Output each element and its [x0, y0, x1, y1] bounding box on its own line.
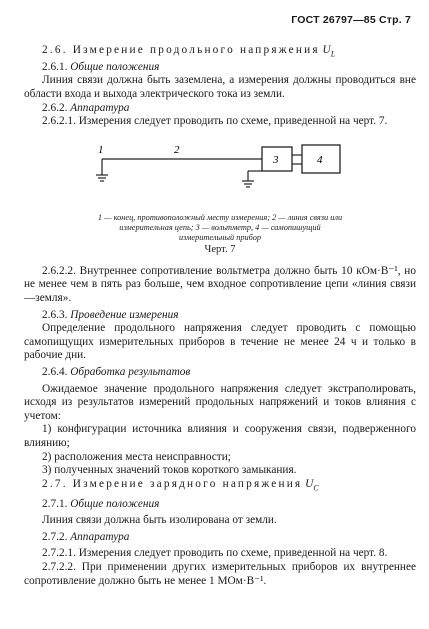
- section-2-6-1-heading: [24, 61, 416, 75]
- circuit-diagram: [24, 133, 416, 265]
- section-2-6-3-heading: 2.6.3. Проведение измерения: [42, 308, 179, 321]
- paragraph-2-6-2-1: 2.6.2.1. Измерения следует проводить по схеме, приведенной на черт. 7.: [42, 115, 388, 128]
- section-2-7-heading: [24, 478, 416, 495]
- section-2-6-4-heading: 2.6.4. Обработка результатов: [42, 365, 191, 378]
- label-2: 2: [174, 143, 180, 156]
- label-1: 1: [98, 143, 104, 156]
- paragraph-2-6-2-2: 2.6.2.2. Внутреннее сопротивление вольтметра должно быть 10 кОм·В⁻¹, но не менее чем в пять раз больше, чем входное сопротивление цепи «линия связи—земля».: [24, 264, 416, 304]
- section-2-6-title: 2.6. Измерение продольного напряжения: [42, 44, 320, 56]
- section-2-7-2-heading: 2.7.2. Аппаратура: [42, 530, 130, 543]
- paragraph-2-6-3: Определение продольного напряжения следует проводить с помощью самопищущих измерительных приборов в течение не менее 24 ч и только в рабочие дни.: [24, 322, 416, 362]
- paragraph-2-7-2-2: 2.7.2.2. При применении других измерительных приборов их внутреннее сопротивление должно быть не менее 1 МОм·В⁻¹.: [24, 560, 416, 587]
- paragraph-2-7-1: Линия связи должна быть изолирована от земли.: [42, 514, 277, 527]
- voltage-symbol-ul: $U_L$: [322, 44, 336, 59]
- voltage-symbol-uc: $U_C$: [305, 477, 319, 492]
- subsection-title-text: Проведение измерения: [70, 308, 179, 321]
- figure-label: Черт. 7: [204, 243, 236, 255]
- page-header: ГОСТ 26797—85 Стр. 7: [291, 14, 411, 26]
- subsection-title-text: Обработка результатов: [70, 365, 191, 378]
- document-body: [24, 44, 416, 588]
- figure-caption: 1 — конец, противоположный месту измерения; 2 — линия связи или измерительная цепь; 3 — вольтметр, 4 — самопишущий измерительный прибор: [97, 212, 343, 242]
- subsection-title-text: Общие положения: [70, 60, 160, 73]
- section-2-6-1-title: 2.6.1. Общие положения: [42, 60, 160, 73]
- paragraph-2-7-2-1: 2.7.2.1. Измерения следует проводить по схеме, приведенной на черт. 8.: [42, 547, 388, 560]
- section-2-6-heading: [24, 44, 416, 61]
- label-3: 3: [273, 153, 279, 166]
- label-4: 4: [317, 153, 323, 166]
- section-2-6-2-heading: 2.6.2. Аппаратура: [42, 101, 130, 114]
- section-2-7-1-heading: 2.7.1. Общие положения: [42, 497, 160, 510]
- list-item: 2) расположения места неисправности;: [42, 450, 231, 463]
- paragraph-2-6-1: Линия связи должна быть заземлена, а измерения должны проводиться вне области входа и выхода электрического тока из земли.: [24, 74, 416, 101]
- subsection-title-text: Общие положения: [70, 497, 160, 510]
- paragraph-2-6-4: Ожидаемое значение продольного напряжения следует экстраполировать, исходя из результатов измерений продольных напряжений и токов влияния с учетом:: [24, 382, 416, 422]
- subsection-title-text: Аппаратура: [70, 101, 130, 114]
- subsection-title-text: Аппаратура: [70, 530, 130, 543]
- list-item: 1) конфигурации источника влияния и сооружения связи, подверженного влиянию;: [24, 423, 416, 449]
- list-item: 3) полученных значений токов короткого замыкания.: [42, 464, 297, 477]
- section-2-7-title: 2.7. Измерение зарядного напряжения: [42, 477, 303, 490]
